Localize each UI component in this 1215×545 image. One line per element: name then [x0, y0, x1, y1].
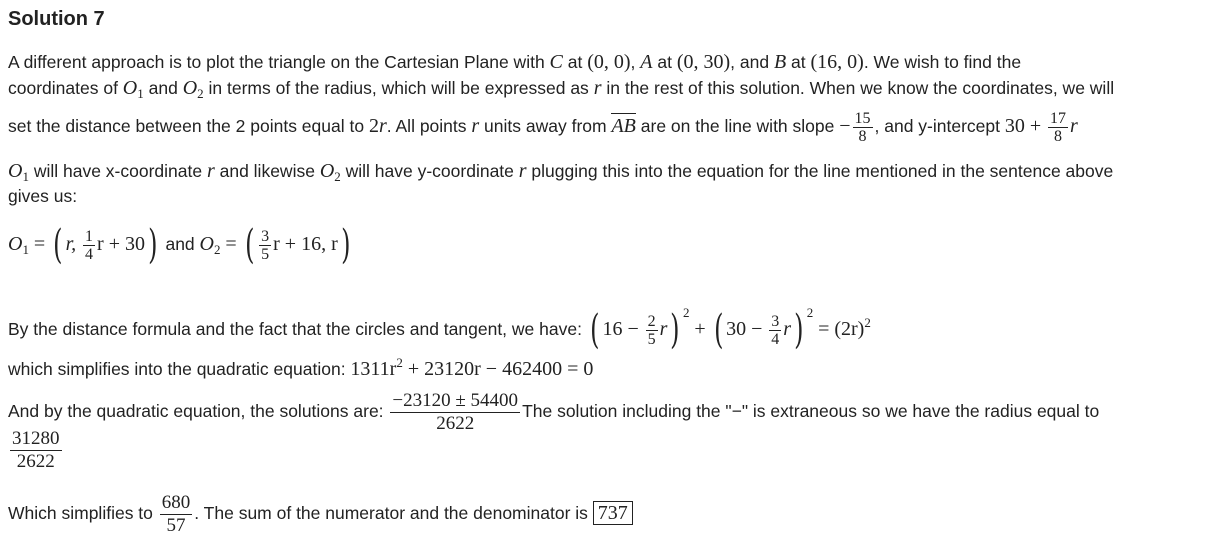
text: , [630, 52, 641, 72]
math-var-r: r [659, 318, 668, 340]
boxed-answer: 737 [593, 501, 633, 525]
math-var-b: B [773, 51, 787, 73]
fraction-yint: $\frac{17}{8}$ [1050, 109, 1067, 145]
math-var-r: r [378, 115, 387, 137]
text: will have x-coordinate [28, 161, 207, 181]
paragraph-line-3 [8, 103, 1078, 149]
text: set the distance between the 2 points equal to [8, 116, 369, 136]
math-expr: 16 − [602, 318, 639, 340]
math-var-r: r [783, 318, 792, 340]
left-paren: ( [713, 307, 724, 354]
math-minus: − [839, 115, 851, 137]
math-point-a: (0, 30) [676, 51, 731, 73]
math-point-b: (16, 0) [810, 51, 864, 73]
math-var-r: r [593, 77, 602, 99]
right-paren: ) [340, 222, 351, 269]
text: and [160, 234, 200, 254]
fraction-quarter: $\frac{1}{4}$ [85, 227, 94, 263]
math-expr: r + 16, r [273, 233, 338, 255]
radius-fraction-line [10, 428, 62, 473]
text: in the rest of this solution. When we know the coordinates, we will [601, 78, 1115, 98]
text: units away from [479, 116, 612, 136]
math-expr: + 23120r − 462400 = 0 [402, 358, 594, 380]
text: which simplifies into the quadratic equation: [8, 359, 351, 379]
math-num: 2 [368, 115, 379, 137]
text: . The sum of the numerator and the denominator is [194, 503, 593, 523]
math-o1: $O_1$ [8, 160, 29, 184]
left-paren: ( [589, 307, 600, 354]
math-var-r: r [1070, 115, 1078, 137]
paragraph-line-4 [8, 160, 1113, 188]
math-var-r: r [471, 115, 480, 137]
math-plus: + [694, 318, 706, 340]
fraction-radius: $\frac{31280}{2622}$ [12, 428, 60, 472]
text: A different approach is to plot the triangle on the Cartesian Plane with [8, 52, 550, 72]
math-var-r: r [206, 160, 215, 182]
paragraph-line-1 [8, 51, 1021, 73]
fraction-three-quarters: $\frac{3}{4}$ [771, 312, 780, 348]
text: and likewise [214, 161, 320, 181]
solution-heading: Solution 7 [8, 8, 105, 30]
math-yint: 30 + [1004, 115, 1042, 137]
final-answer-line [8, 486, 633, 540]
math-var-c: C [549, 51, 563, 73]
math-expr: 1311r [350, 358, 397, 380]
math-var-r: r [518, 160, 527, 182]
fraction-solutions: $\frac{-23120 \pm 54400}{2622}$ [392, 389, 519, 434]
quadratic-line [8, 352, 593, 380]
math-var-a: A [640, 51, 653, 73]
text: at [786, 52, 811, 72]
distance-formula-line [8, 288, 871, 354]
math-o2: $O_2$ [199, 233, 221, 257]
fraction-two-fifths: $\frac{2}{5}$ [647, 312, 656, 348]
text: , and [730, 52, 774, 72]
text: in terms of the radius, which will be expressed as [203, 78, 594, 98]
text: . We wish to find the [863, 52, 1022, 72]
text: gives us: [8, 186, 78, 206]
math-expr: 30 − [726, 318, 763, 340]
right-paren: ) [148, 222, 158, 269]
left-paren: ( [244, 222, 255, 269]
fraction-simplified: $\frac{680}{57}$ [161, 491, 191, 536]
math-o2: $O_2$ [182, 77, 204, 101]
equation-o1-o2 [8, 218, 353, 276]
math-exponent: 2 [806, 305, 814, 320]
right-paren: ) [794, 307, 804, 354]
fraction-three-fifths: $\frac{3}{5}$ [261, 227, 270, 263]
text: Which simplifies to [8, 503, 158, 523]
math-o2: $O_2$ [319, 160, 341, 184]
text: will have y-coordinate [340, 161, 519, 181]
math-var-r: r, [65, 233, 77, 255]
text: And by the quadratic equation, the solutions are: [8, 401, 389, 421]
text: and [143, 78, 183, 98]
fraction-slope: $\frac{15}{8}$ [854, 109, 871, 145]
paragraph-line-5 [8, 185, 77, 207]
math-equals: = [225, 233, 237, 255]
left-paren: ( [53, 222, 63, 269]
right-paren: ) [670, 307, 680, 354]
text: . All points [386, 116, 472, 136]
math-expr: r + 30 [97, 233, 145, 255]
math-rhs: = (2r) [818, 318, 865, 340]
math-o1: $O_1$ [122, 77, 144, 101]
math-segment-ab: AB [611, 115, 636, 137]
text: are on the line with slope [635, 116, 840, 136]
math-o1: $O_1$ [8, 233, 29, 257]
text: plugging this into the equation for the line mentioned in the sentence above [526, 161, 1114, 181]
math-point-c: (0, 0) [587, 51, 631, 73]
text: By the distance formula and the fact that the circles and tangent, we have: [8, 319, 587, 339]
math-exponent: 2 [864, 315, 871, 330]
text: at [652, 52, 677, 72]
math-equals: = [33, 233, 46, 255]
text: , and y-intercept [874, 116, 1005, 136]
paragraph-line-2 [8, 77, 1114, 105]
text: The solution including the "−" is extraneous so we have the radius equal to [522, 401, 1100, 421]
math-exponent: 2 [683, 305, 690, 320]
solutions-line [8, 384, 1099, 438]
math-exponent: 2 [396, 355, 403, 370]
text: coordinates of [8, 78, 123, 98]
text: at [562, 52, 588, 72]
